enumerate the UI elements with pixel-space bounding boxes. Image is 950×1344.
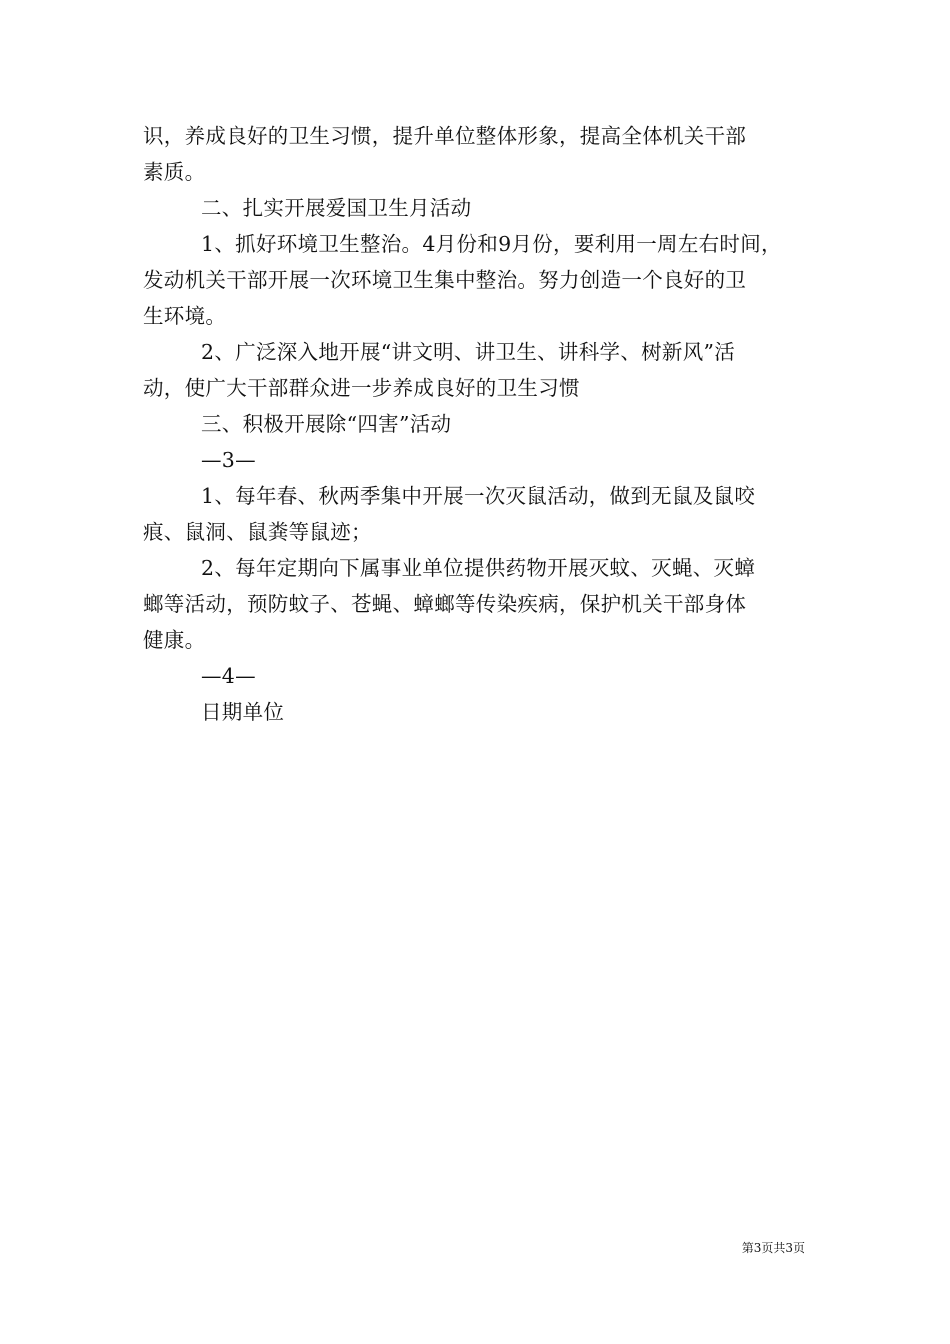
paragraph-line: 1、抓好环境卫生整治。4月份和9月份，要利用一周左右时间， — [201, 232, 782, 256]
paragraph-line: 生环境。 — [143, 304, 227, 328]
paragraph-line: 素质。 — [143, 160, 206, 184]
paragraph-line: 识，养成良好的卫生习惯，提升单位整体形象，提高全体机关干部 — [143, 124, 747, 148]
date-unit-line: 日期单位 — [201, 700, 285, 724]
paragraph-line: 1、每年春、秋两季集中开展一次灭鼠活动，做到无鼠及鼠咬 — [201, 484, 756, 508]
section-heading: 三、积极开展除“四害”活动 — [201, 412, 452, 436]
page-marker: —4— — [201, 664, 256, 688]
paragraph-line: 螂等活动，预防蚊子、苍蝇、蟑螂等传染疾病，保护机关干部身体 — [143, 592, 747, 616]
paragraph-line: 痕、鼠洞、鼠粪等鼠迹； — [143, 520, 372, 544]
document-body — [143, 118, 808, 730]
paragraph-line: 2、广泛深入地开展“讲文明、讲卫生、讲科学、树新风”活 — [201, 340, 736, 364]
paragraph-line: 动，使广大干部群众进一步养成良好的卫生习惯 — [143, 376, 580, 400]
section-heading: 二、扎实开展爱国卫生月活动 — [201, 196, 472, 220]
page-number-footer: 第3页共3页 — [741, 1241, 805, 1255]
paragraph-line: 健康。 — [143, 628, 206, 652]
page-marker: —3— — [201, 448, 256, 472]
paragraph-line: 2、每年定期向下属事业单位提供药物开展灭蚊、灭蝇、灭蟑 — [201, 556, 756, 580]
paragraph-line: 发动机关干部开展一次环境卫生集中整治。努力创造一个良好的卫 — [143, 268, 747, 292]
